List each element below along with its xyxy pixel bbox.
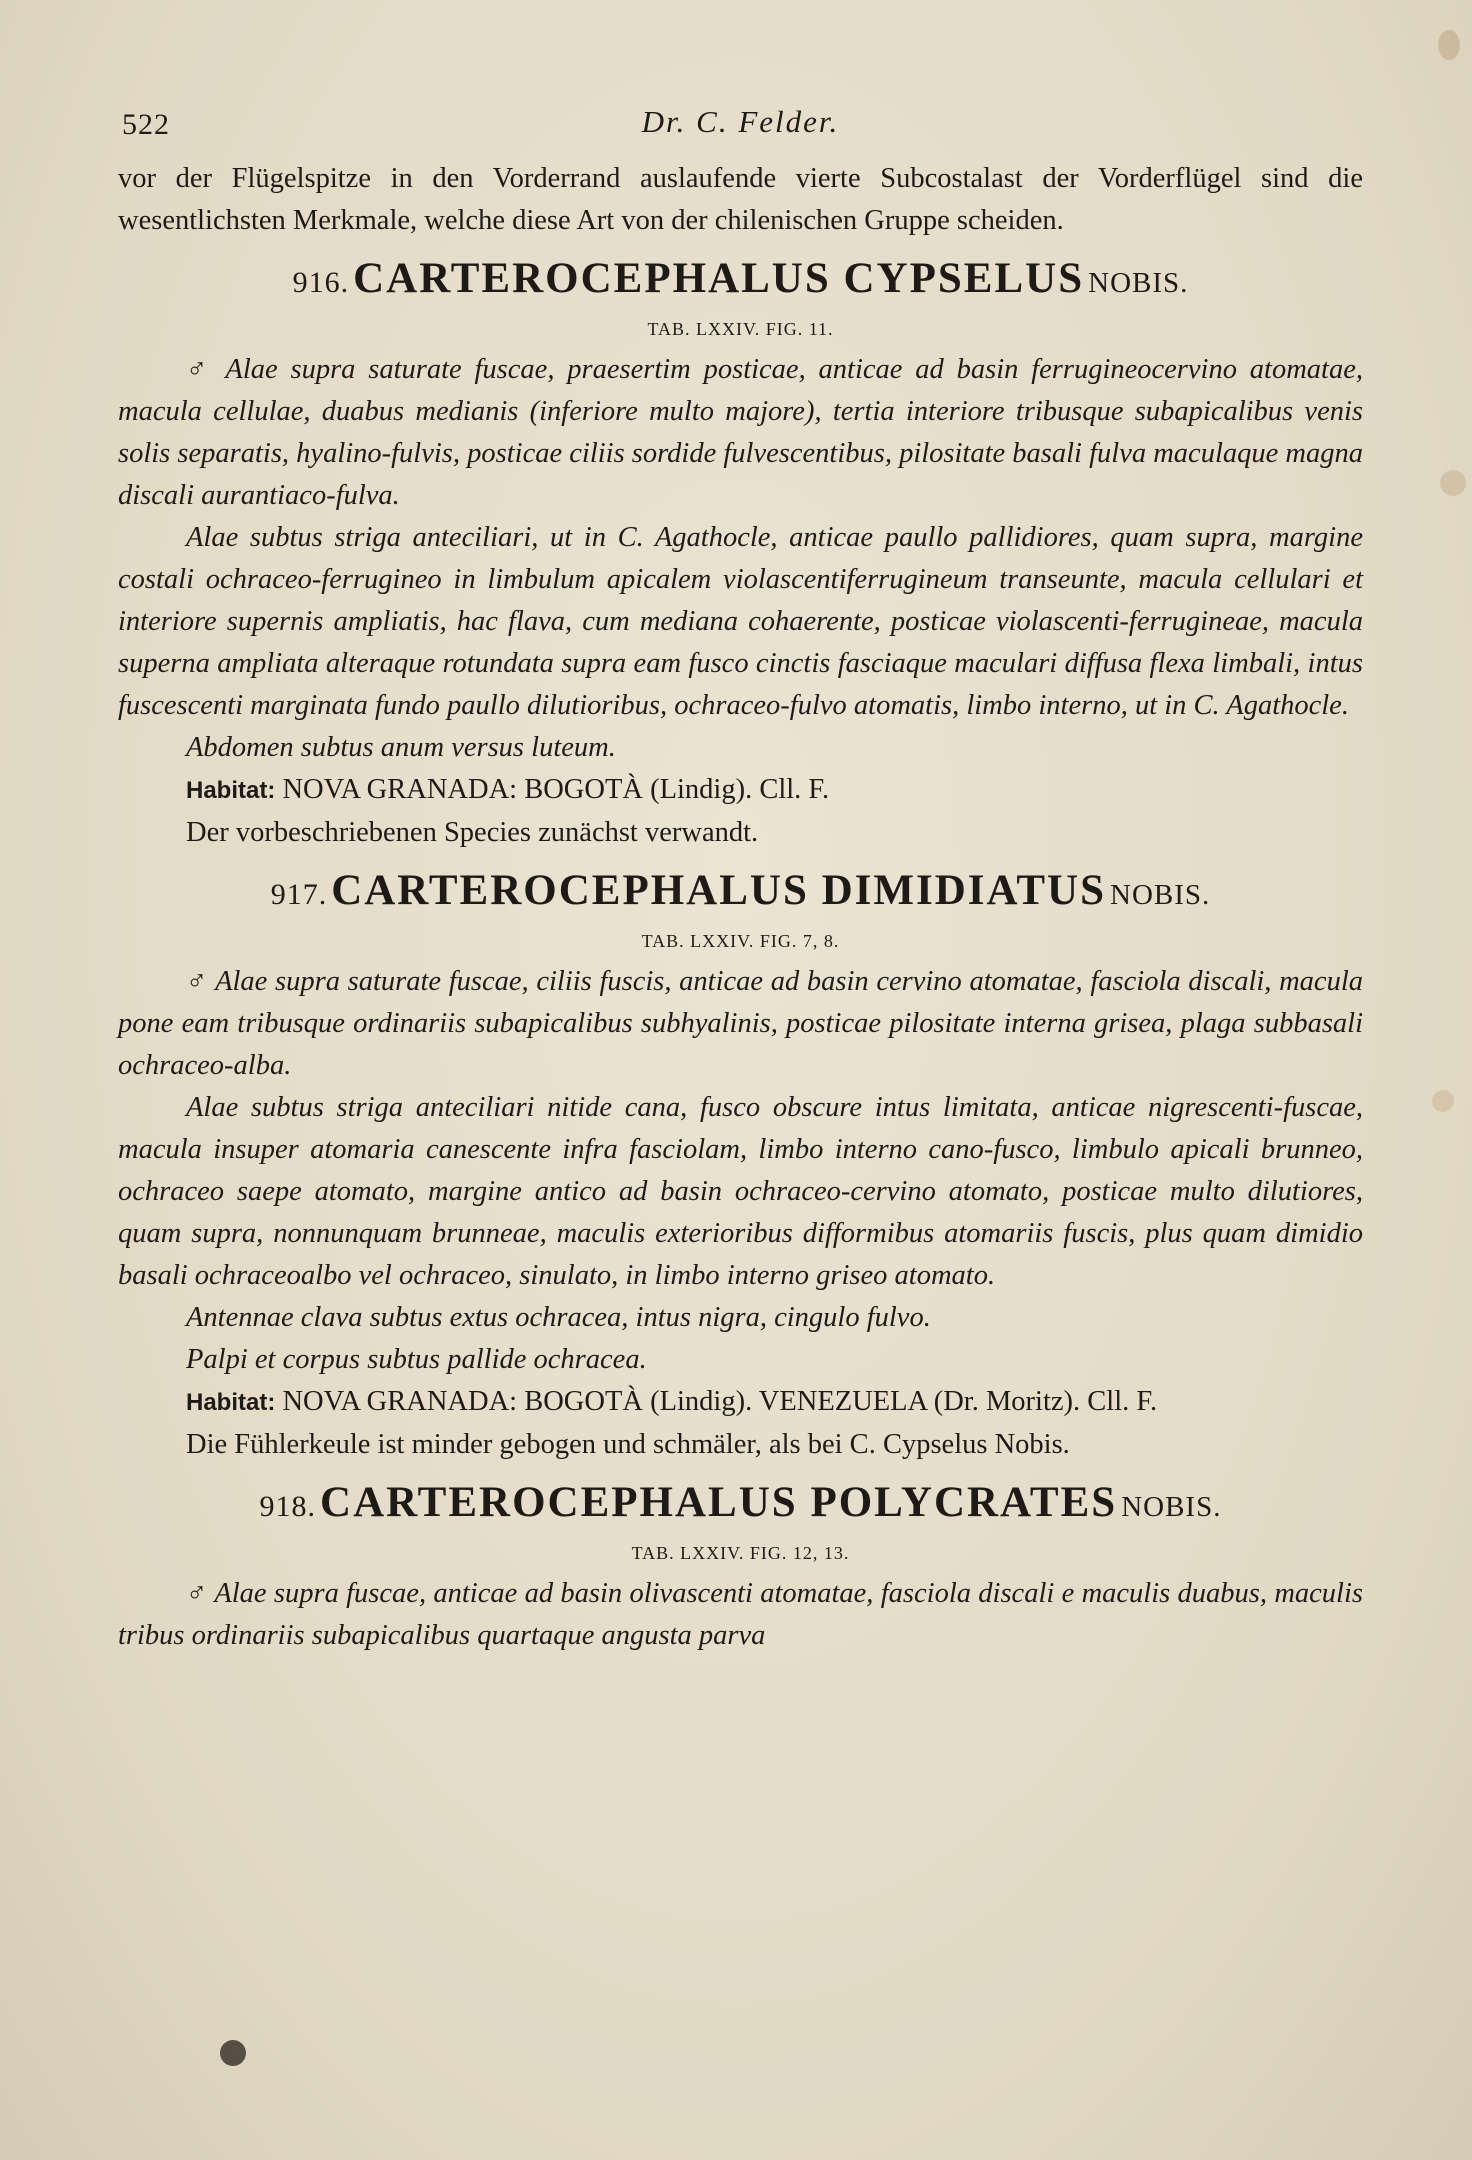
habitat-label: Habitat: <box>186 1389 276 1416</box>
species-number: 916. <box>292 266 350 299</box>
foxing-stain <box>1440 470 1466 496</box>
description-text: Palpi et corpus subtus pallide ochracea. <box>186 1344 647 1375</box>
description-paragraph <box>118 517 1363 727</box>
intro-paragraph: vor der Flügelspitze in den Vorderrand auslaufende vierte Subcostalast der Vorderflügel sind die wesentlichsten Merkmale, welche diese Art von der chilenischen Gruppe scheiden. <box>118 163 1363 236</box>
male-symbol: ♂ <box>186 966 208 997</box>
species-name: CARTEROCEPHALUS DIMIDIATUS <box>331 867 1107 914</box>
species-name: CARTEROCEPHALUS POLYCRATES <box>320 1479 1118 1526</box>
male-symbol: ♂ <box>186 1578 208 1609</box>
description-text: Alae supra saturate fuscae, praesertim posticae, anticae ad basin ferrugineocervino atomatae, macula cellulae, duabus medianis (inferiore multo majore), tertia interiore tribusque subapicalibus venis solis separatis, hyalino-fulvis, posticae ciliis sordide fulvescentibus, pilositate basali fulva maculaque magna discali aurantiaco-fulva. <box>118 354 1363 511</box>
plate-reference: TAB. LXXIV. FIG. 7, 8. <box>641 931 840 951</box>
plate-reference: TAB. LXXIV. FIG. 12, 13. <box>631 1543 850 1563</box>
species-name: CARTEROCEPHALUS CYPSELUS <box>353 255 1085 302</box>
habitat-text: NOVA GRANADA: BOGOTÀ (Lindig). VENEZUELA (Dr. Moritz). Cll. F. <box>282 1386 1158 1417</box>
habitat-paragraph <box>118 769 1363 812</box>
species-entry <box>118 1476 1363 1657</box>
habitat-paragraph <box>118 1381 1363 1424</box>
description-text: Abdomen subtus anum versus luteum. <box>186 732 616 763</box>
species-number: 917. <box>270 878 328 911</box>
description-paragraph <box>118 1339 1363 1381</box>
species-number: 918. <box>259 1490 317 1523</box>
description-text: Antennae clava subtus extus ochracea, intus nigra, cingulo fulvo. <box>186 1302 931 1333</box>
running-head <box>118 98 1363 158</box>
description-paragraph <box>118 349 1363 517</box>
species-heading <box>118 864 1363 927</box>
species-list <box>118 252 1363 1657</box>
plate-reference: TAB. LXXIV. FIG. 11. <box>647 319 834 339</box>
description-text: Alae supra saturate fuscae, ciliis fuscis, anticae ad basin cervino atomatae, fasciola discali, macula pone eam tribusque ordinariis subapicalibus subhyalinis, posticae pilositate interna grisea, plaga subbasali ochraceo-alba. <box>118 966 1363 1081</box>
species-entry <box>118 252 1363 854</box>
description-paragraph <box>118 727 1363 769</box>
ink-blot <box>220 2040 246 2066</box>
note-paragraph: Die Fühlerkeule ist minder gebogen und schmäler, als bei C. Cypselus Nobis. <box>186 1429 1070 1460</box>
description-paragraph <box>118 961 1363 1087</box>
note-paragraph: Der vorbeschriebenen Species zunächst verwandt. <box>186 817 759 848</box>
male-symbol: ♂ <box>186 354 214 385</box>
running-title: Dr. C. Felder. <box>641 104 840 139</box>
description-paragraph <box>118 1297 1363 1339</box>
species-entry <box>118 864 1363 1466</box>
description-text: Alae supra fuscae, anticae ad basin olivascenti atomatae, fasciola discali e maculis duabus, maculis tribus ordinariis subapicalibus quartaque angusta parva <box>118 1578 1363 1651</box>
foxing-stain <box>1438 30 1460 60</box>
description-text: Alae subtus striga anteciliari nitide cana, fusco obscure intus limitata, anticae nigrescenti-fuscae, macula insuper atomaria canescente infra fasciolam, limbo interno cano-fusco, limbulo apicali brunneo, ochraceo saepe atomato, margine antico ad basin ochraceo-cervino atomato, posticae multo dilutiores, quam supra, nonnunquam brunneae, maculis exterioribus difformibus atomariis fuscis, plus quam dimidio basali ochraceoalbo vel ochraceo, sinulato, in limbo interno griseo atomato. <box>118 1092 1363 1291</box>
page-number: 522 <box>122 108 170 141</box>
habitat-label: Habitat: <box>186 777 276 804</box>
habitat-text: NOVA GRANADA: BOGOTÀ (Lindig). Cll. F. <box>282 774 830 805</box>
text-column <box>118 98 1363 1657</box>
species-author: NOBIS. <box>1110 879 1211 911</box>
species-heading <box>118 1476 1363 1539</box>
foxing-stain <box>1432 1090 1454 1112</box>
description-text: Alae subtus striga anteciliari, ut in C. Agathocle, anticae paullo pallidiores, quam supra, margine costali ochraceo-ferrugineo in limbulum apicalem violascentiferrugineum transeunte, macula cellulari et interiore supernis ampliatis, hac flava, cum mediana cohaerente, posticae violascenti-ferrugineae, macula superna ampliata alteraque rotundata supra eam fusco cinctis fasciaque maculari diffusa flexa limbali, intus fuscescenti marginata fundo paullo dilutioribus, ochraceo-fulvo atomatis, limbo interno, ut in C. Agathocle. <box>118 522 1363 721</box>
species-author: NOBIS. <box>1088 267 1189 299</box>
species-author: NOBIS. <box>1121 1491 1222 1523</box>
description-paragraph <box>118 1087 1363 1297</box>
species-heading <box>118 252 1363 315</box>
description-paragraph <box>118 1573 1363 1657</box>
